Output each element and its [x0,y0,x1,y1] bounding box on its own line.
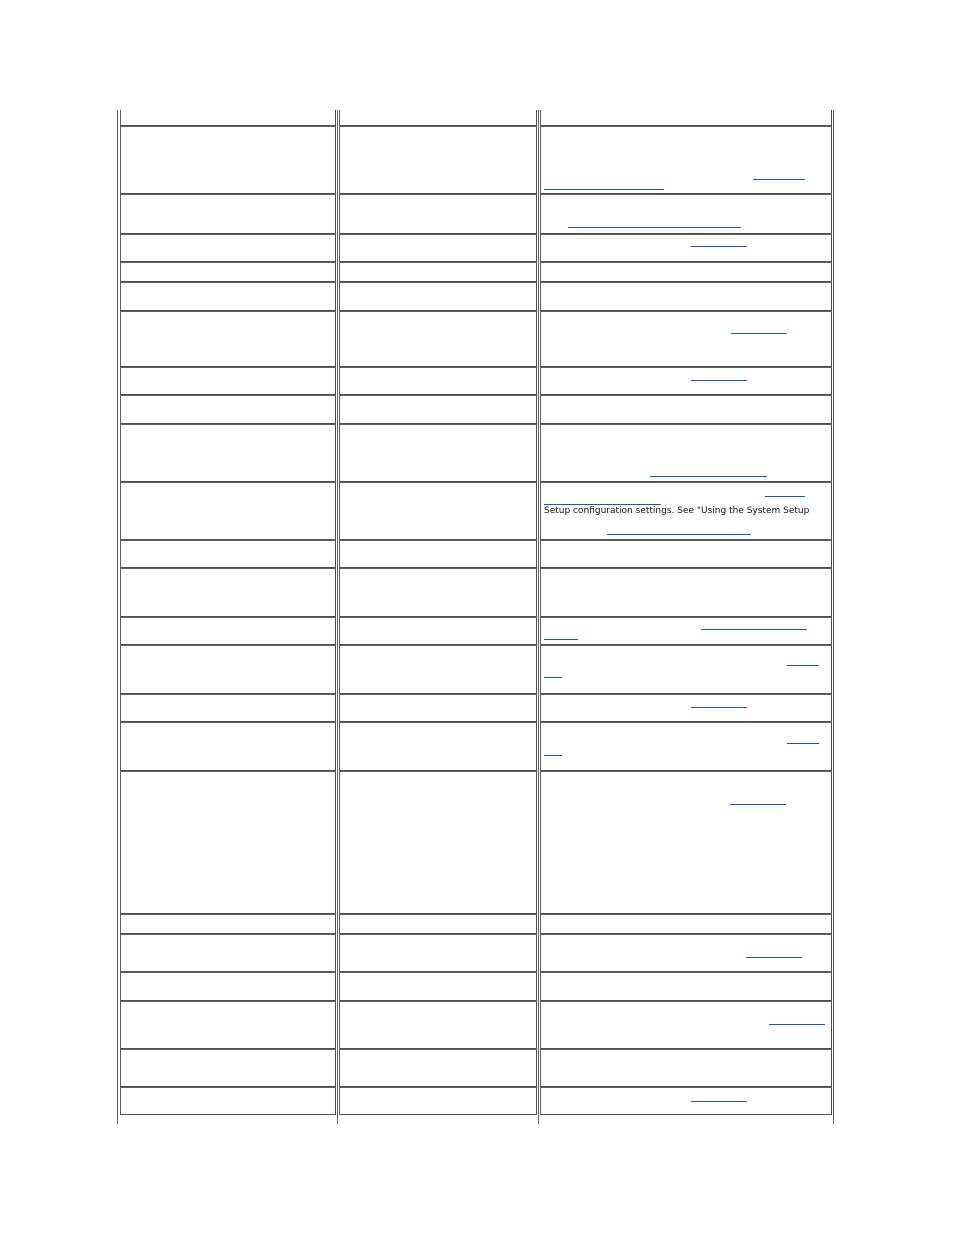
table-cell [339,568,537,617]
cross-reference-link[interactable] [731,333,787,334]
table-cell [120,282,336,311]
table-cell [120,914,336,934]
table-cell [540,262,832,282]
table-cell [339,395,537,424]
table-cell [339,482,537,540]
table-cell [540,568,832,617]
table-cell [540,914,832,934]
cross-reference-link[interactable] [544,677,562,678]
table-cell [540,972,832,1001]
cross-reference-link[interactable] [701,629,807,630]
table-cell [120,110,336,126]
table-cell [120,395,336,424]
table-cell [540,617,832,645]
cross-reference-link[interactable] [691,246,747,247]
table-cell [540,424,832,482]
cross-reference-link[interactable] [544,504,661,505]
cross-reference-link[interactable] [568,227,741,228]
description-table [117,110,835,1124]
table-cell [120,540,336,568]
cross-reference-link[interactable] [753,179,805,180]
table-cell [540,126,832,194]
table-cell [540,367,832,395]
table-cell [120,1087,336,1115]
table-cell [339,934,537,972]
cross-reference-link[interactable] [769,1024,825,1025]
table-cell [540,1087,832,1115]
table-cell [120,367,336,395]
table-cell [540,722,832,771]
table-cell [339,1087,537,1115]
table-cell [339,540,537,568]
table-cell [339,110,537,126]
table-cell [120,482,336,540]
table-cell [120,262,336,282]
cross-reference-link[interactable] [544,755,562,756]
table-cell [120,722,336,771]
table-cell [339,126,537,194]
table-cell [339,914,537,934]
table-cell [339,424,537,482]
table-cell [120,694,336,722]
table-cell [120,194,336,234]
table-cell [339,972,537,1001]
table-cell [339,311,537,367]
table-cell [339,234,537,262]
cross-reference-link[interactable] [746,957,802,958]
cross-reference-link[interactable] [650,476,767,477]
table-cell [540,482,832,540]
table-cell [540,540,832,568]
cross-reference-link[interactable] [691,380,747,381]
cross-reference-link[interactable] [787,665,819,666]
table-cell [540,694,832,722]
table-cell [120,424,336,482]
cross-reference-link[interactable] [544,639,578,640]
table-cell [339,367,537,395]
table-cell [120,311,336,367]
table-cell [339,617,537,645]
table-cell [120,1049,336,1087]
table-cell [339,645,537,694]
cross-reference-link[interactable] [544,189,664,190]
cross-reference-link[interactable] [730,804,786,805]
cross-reference-link[interactable] [691,707,747,708]
table-cell [120,771,336,914]
table-border-right [833,110,834,1124]
cross-reference-link[interactable] [607,534,751,535]
table-cell [120,934,336,972]
table-border-left [117,110,118,1124]
cross-reference-link[interactable] [787,743,819,744]
table-cell [339,1001,537,1049]
table-cell [540,110,832,126]
table-cell [540,645,832,694]
table-cell [120,645,336,694]
table-cell [540,194,832,234]
table-border-col1 [337,110,338,1124]
table-cell [540,395,832,424]
cross-reference-link[interactable] [765,496,805,497]
cell-text-fragment: Setup configuration settings. See "Using the System Setup [544,506,810,516]
table-cell [120,234,336,262]
table-cell [120,617,336,645]
table-cell [120,1001,336,1049]
table-cell [540,311,832,367]
table-cell [540,282,832,311]
cross-reference-link[interactable] [691,1101,747,1102]
table-cell [120,126,336,194]
table-cell [540,771,832,914]
table-cell [339,771,537,914]
table-cell [339,722,537,771]
table-cell [339,194,537,234]
table-border-col2 [538,110,539,1124]
table-cell [540,234,832,262]
table-cell [120,568,336,617]
table-cell [540,1001,832,1049]
table-cell [339,1049,537,1087]
table-cell [120,972,336,1001]
table-cell [339,282,537,311]
table-cell [339,694,537,722]
table-cell [339,262,537,282]
table-cell [540,1049,832,1087]
table-cell [540,934,832,972]
